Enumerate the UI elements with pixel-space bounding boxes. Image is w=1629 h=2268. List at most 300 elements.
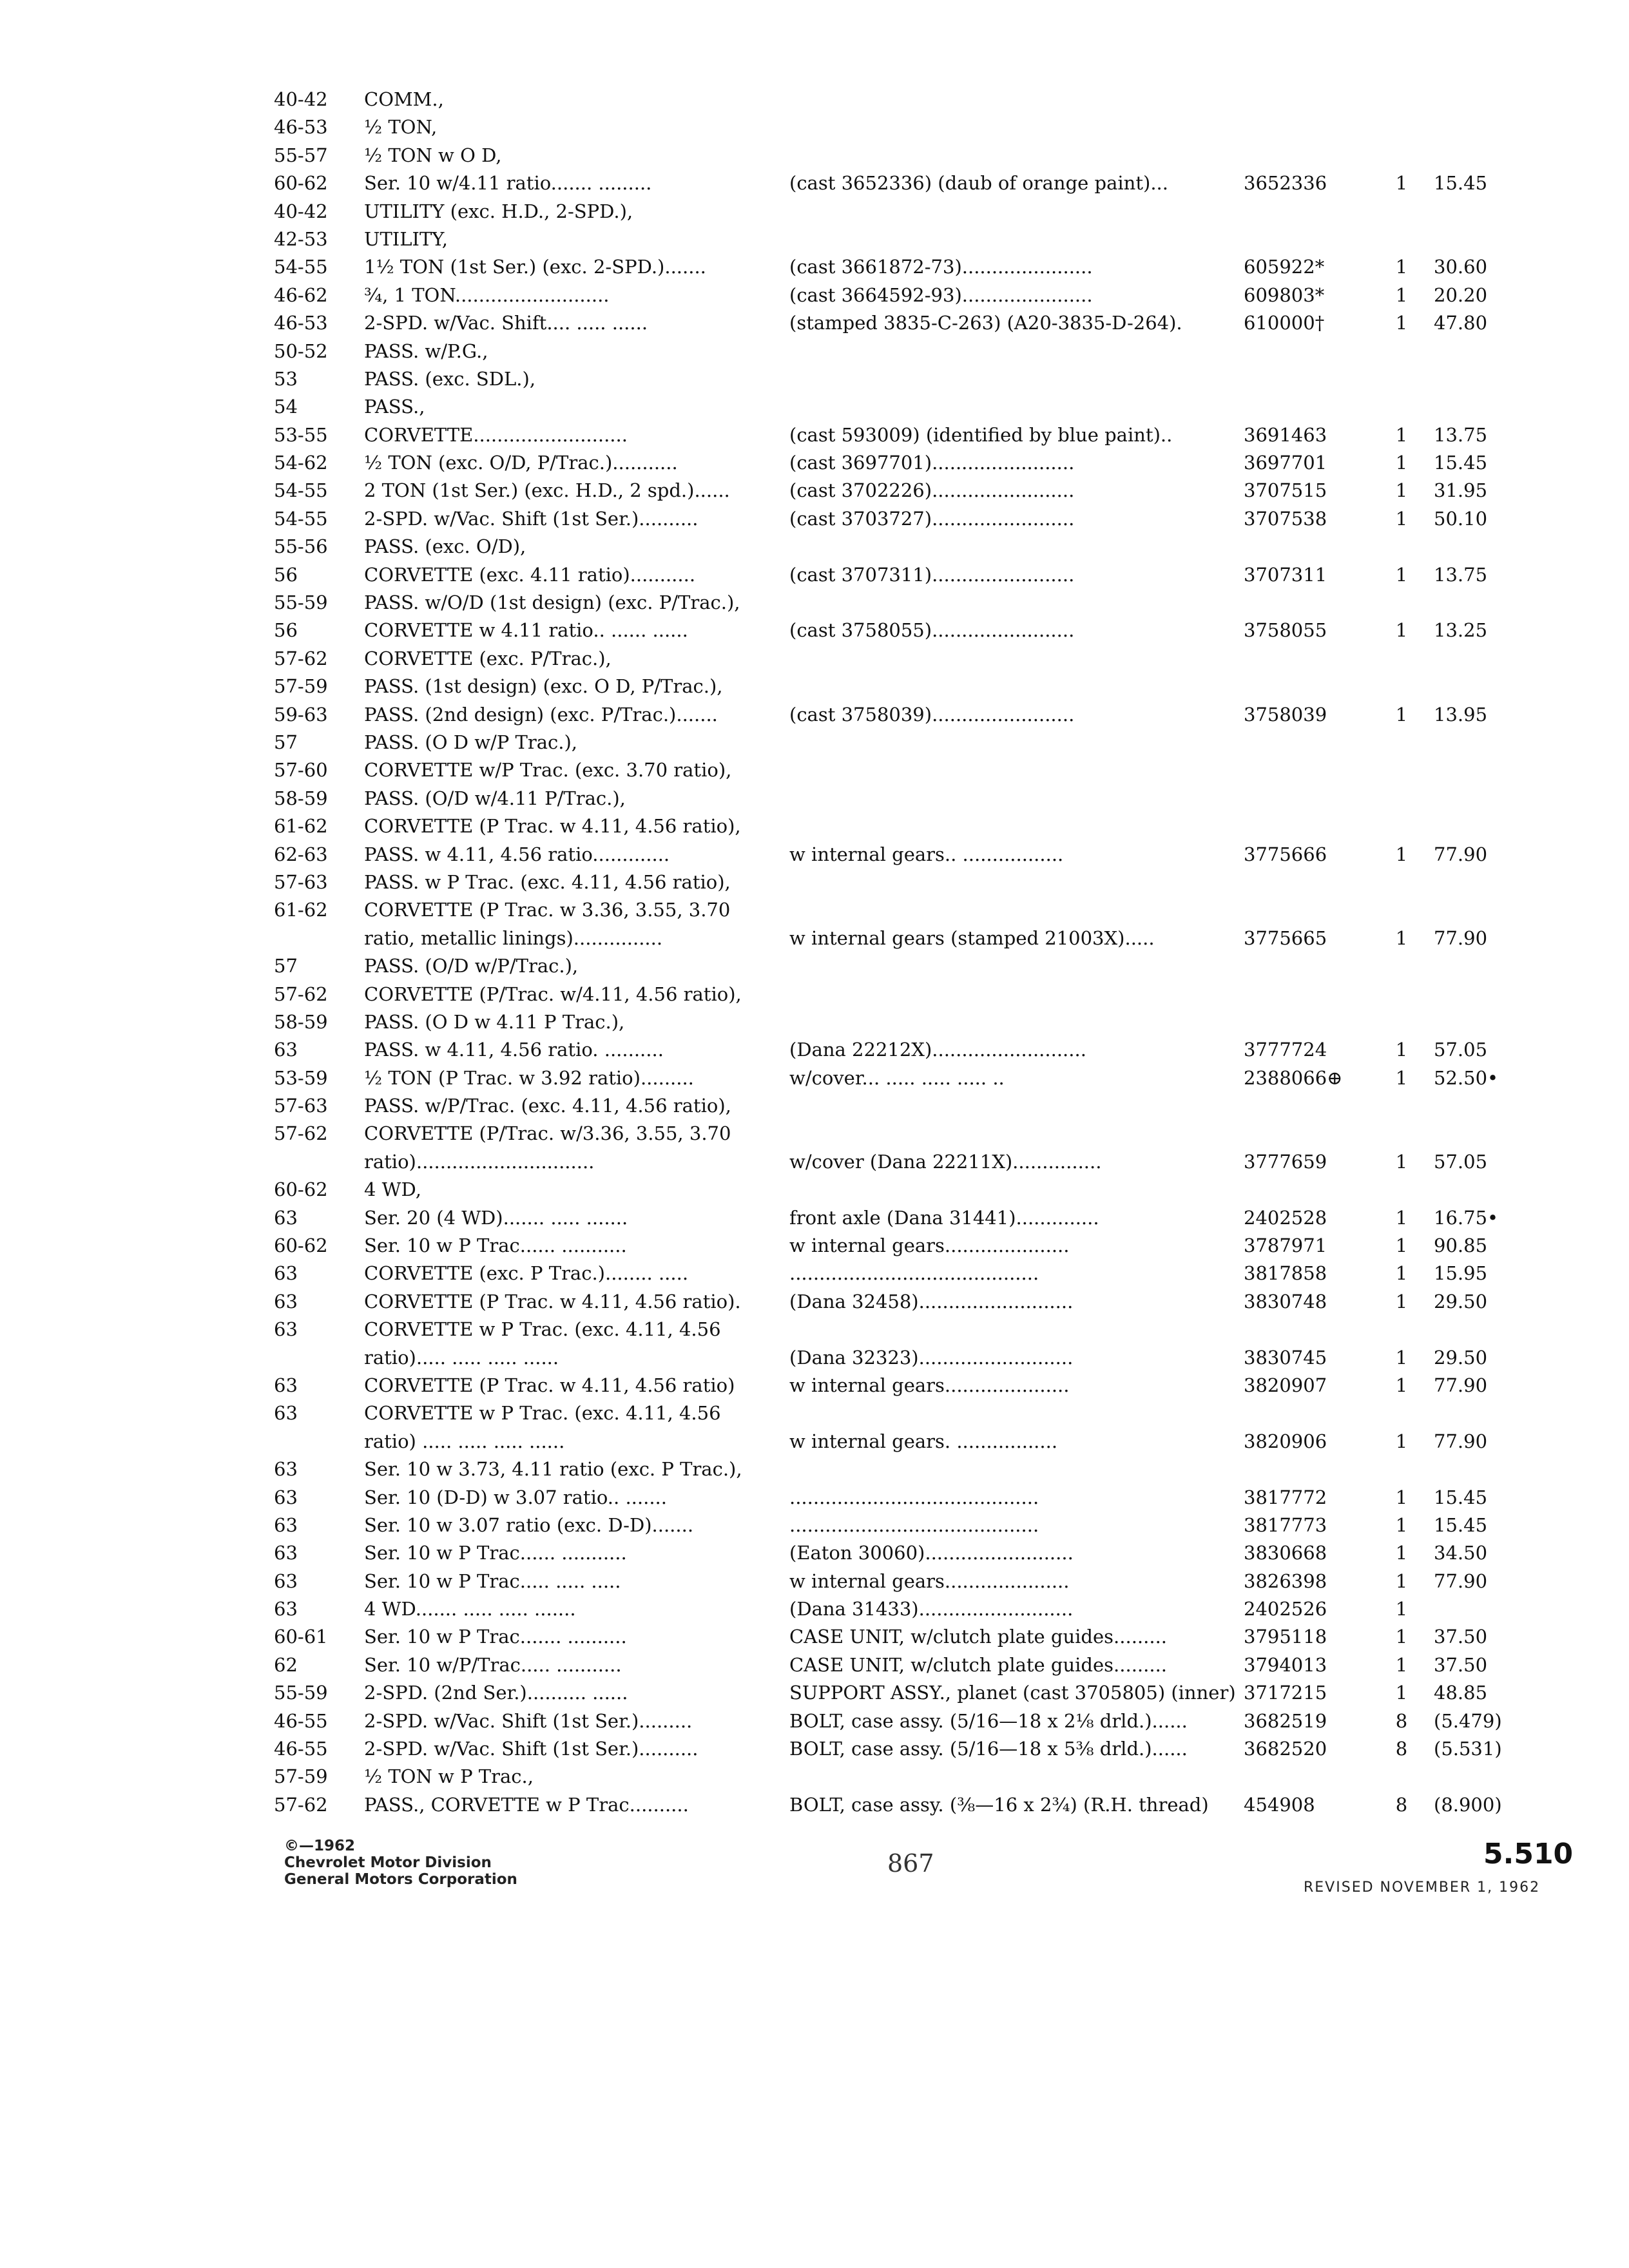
table-row [274,1539,1556,1567]
model-year: 63 [274,1402,298,1425]
model-year: 57 [274,731,298,753]
price: 13.75 [1434,563,1488,586]
model-year: 55-59 [274,1682,328,1704]
table-row [274,1232,1556,1260]
price: 15.95 [1434,1262,1488,1285]
part-number: 610000† [1244,312,1325,334]
model-year: 63 [274,1206,298,1229]
table-row [274,309,1556,337]
table-row [274,729,1556,756]
price: 15.45 [1434,1514,1488,1536]
part-note: w/cover (Dana 22211X)............... [789,1150,1102,1173]
model-description: PASS. w P Trac. (exc. 4.11, 4.56 ratio), [364,870,731,893]
model-year: 60-61 [274,1626,328,1648]
price: 77.90 [1434,927,1488,949]
model-year: 60-62 [274,1178,328,1201]
model-year: 63 [274,1514,298,1536]
model-description: CORVETTE (exc. P Trac.)........ ..... [364,1262,689,1285]
price: 29.50 [1434,1290,1488,1312]
table-row [274,756,1556,784]
part-number: 2388066⊕ [1244,1066,1343,1089]
division-text: Chevrolet Motor Division [284,1854,492,1871]
model-year: 54-55 [274,479,328,502]
table-row [274,561,1556,589]
model-year: 54-62 [274,452,328,474]
table-row [274,925,1556,952]
part-number: 3652336 [1244,172,1327,195]
part-number: 3826398 [1244,1570,1327,1592]
table-row [274,1791,1556,1819]
table-row [274,1707,1556,1735]
part-number: 2402526 [1244,1598,1327,1620]
model-year: 55-59 [274,591,328,614]
table-row [274,673,1556,700]
model-year: 60-62 [274,1235,328,1257]
model-year: 57-59 [274,1765,328,1788]
model-description: CORVETTE.......................... [364,423,628,446]
table-row [274,393,1556,421]
model-year: 53-59 [274,1066,328,1089]
model-description: CORVETTE (P Trac. w 4.11, 4.56 ratio). [364,1290,741,1312]
quantity: 1 [1395,1430,1408,1452]
part-number: 609803* [1244,284,1325,306]
model-year: 63 [274,1458,298,1481]
model-description: ratio) ..... ..... ..... ...... [364,1430,565,1452]
table-row [274,421,1556,449]
table-row [274,142,1556,169]
model-description: 2-SPD. w/Vac. Shift (1st Ser.).......... [364,1738,699,1760]
model-description: PASS. (2nd design) (exc. P/Trac.)....... [364,703,718,726]
quantity: 1 [1395,1653,1408,1676]
quantity: 1 [1395,1206,1408,1229]
quantity: 1 [1395,507,1408,530]
price: 37.50 [1434,1626,1488,1648]
model-description: ½ TON w P Trac., [364,1765,534,1788]
part-note: (cast 3661872-73)...................... [789,256,1093,278]
table-row [274,1176,1556,1204]
model-description: ½ TON, [364,116,438,139]
model-description: Ser. 10 w P Trac..... ..... ..... [364,1570,621,1592]
quantity: 1 [1395,1486,1408,1508]
table-row [274,505,1556,533]
model-year: 57 [274,955,298,977]
model-year: 55-57 [274,144,328,166]
copyright-text: ©—1962 [284,1838,356,1854]
model-year: 58-59 [274,1010,328,1033]
model-year: 42-53 [274,227,328,250]
model-description: 2-SPD. w/Vac. Shift (1st Ser.).......... [364,507,699,530]
model-year: 55-56 [274,535,328,558]
quantity: 1 [1395,1066,1408,1089]
quantity: 1 [1395,1262,1408,1285]
price: (5.531) [1434,1738,1502,1760]
model-year: 46-53 [274,312,328,334]
table-row [274,1679,1556,1707]
price: (5.479) [1434,1709,1502,1732]
model-year: 57-62 [274,1122,328,1145]
part-note: (cast 593009) (identified by blue paint).. [789,423,1173,446]
model-year: 57-62 [274,1793,328,1816]
price: 77.90 [1434,843,1488,865]
table-row [274,282,1556,309]
table-row [274,1512,1556,1539]
table-row [274,1456,1556,1483]
model-description: Ser. 10 w P Trac...... ........... [364,1235,627,1257]
table-row [274,1316,1556,1343]
model-description: 4 WD....... ..... ..... ....... [364,1598,576,1620]
model-year: 54 [274,396,298,418]
price: 13.75 [1434,423,1488,446]
model-year: 57-62 [274,647,328,669]
model-description: PASS. w/P.G., [364,340,488,362]
model-description: 1½ TON (1st Ser.) (exc. 2-SPD.)....... [364,256,706,278]
table-row [274,1260,1556,1287]
table-row [274,253,1556,281]
quantity: 1 [1395,1150,1408,1173]
part-number: 3817773 [1244,1514,1327,1536]
model-year: 63 [274,1374,298,1396]
table-row [274,1595,1556,1623]
model-description: Ser. 10 (D-D) w 3.07 ratio.. ....... [364,1486,667,1508]
part-number: 3775665 [1244,927,1327,949]
model-description: PASS. w/O/D (1st design) (exc. P/Trac.), [364,591,740,614]
quantity: 1 [1395,172,1408,195]
model-description: Ser. 10 w 3.73, 4.11 ratio (exc. P Trac.), [364,1458,742,1481]
price: 50.10 [1434,507,1488,530]
quantity: 1 [1395,563,1408,586]
part-number: 3682519 [1244,1709,1327,1732]
table-row [274,338,1556,365]
part-note: (cast 3702226)........................ [789,479,1075,502]
model-description: PASS. (exc. SDL.), [364,367,536,390]
model-description: PASS., [364,396,425,418]
part-number: 3758055 [1244,619,1327,642]
part-note: w internal gears (stamped 21003X)..... [789,927,1155,949]
part-number: 3830668 [1244,1542,1327,1564]
model-description: ¾, 1 TON.......................... [364,284,610,306]
model-year: 63 [274,1570,298,1592]
model-description: CORVETTE (P/Trac. w/4.11, 4.56 ratio), [364,983,742,1005]
price: 13.95 [1434,703,1488,726]
quantity: 1 [1395,1039,1408,1061]
quantity: 8 [1395,1709,1408,1732]
table-row [274,365,1556,393]
quantity: 1 [1395,1514,1408,1536]
model-description: Ser. 20 (4 WD)....... ..... ....... [364,1206,628,1229]
model-description: CORVETTE w P Trac. (exc. 4.11, 4.56 [364,1402,721,1425]
table-row [274,981,1556,1008]
part-number: 3794013 [1244,1653,1327,1676]
model-description: PASS. (1st design) (exc. O D, P/Trac.), [364,675,723,698]
table-row [274,1623,1556,1651]
price: 20.20 [1434,284,1488,306]
model-description: UTILITY (exc. H.D., 2-SPD.), [364,200,633,222]
part-number: 3775666 [1244,843,1327,865]
part-number: 3758039 [1244,703,1327,726]
quantity: 1 [1395,1290,1408,1312]
part-number: 3820906 [1244,1430,1327,1452]
quantity: 1 [1395,1542,1408,1564]
quantity: 1 [1395,843,1408,865]
part-number: 3830748 [1244,1290,1327,1312]
part-number: 3795118 [1244,1626,1327,1648]
model-year: 58-59 [274,787,328,809]
model-year: 57-62 [274,983,328,1005]
part-number: 3697701 [1244,452,1327,474]
table-row [274,1008,1556,1036]
model-description: PASS. w 4.11, 4.56 ratio. .......... [364,1039,664,1061]
model-year: 62-63 [274,843,328,865]
table-row [274,1204,1556,1232]
table-row [274,589,1556,617]
model-description: 2 TON (1st Ser.) (exc. H.D., 2 spd.)...... [364,479,730,502]
part-number: 3707538 [1244,507,1327,530]
model-description: 2-SPD. (2nd Ser.).......... ...... [364,1682,628,1704]
part-number: 2402528 [1244,1206,1327,1229]
model-year: 63 [274,1486,298,1508]
price: 15.45 [1434,452,1488,474]
table-row [274,1288,1556,1316]
table-row [274,812,1556,840]
part-note: front axle (Dana 31441).............. [789,1206,1099,1229]
table-row [274,198,1556,226]
model-year: 59-63 [274,703,328,726]
model-description: ½ TON (exc. O/D, P/Trac.)........... [364,452,678,474]
table-row [274,1651,1556,1679]
model-year: 46-55 [274,1738,328,1760]
table-row [274,645,1556,673]
model-description: PASS. w/P/Trac. (exc. 4.11, 4.56 ratio), [364,1095,731,1117]
part-note: (cast 3703727)........................ [789,507,1075,530]
part-note: (Dana 32323).......................... [789,1346,1074,1369]
table-row [274,1568,1556,1595]
model-year: 56 [274,563,298,586]
part-note: .......................................... [789,1514,1039,1536]
model-description: PASS. (O/D w/4.11 P/Trac.), [364,787,626,809]
part-note: w internal gears..................... [789,1570,1070,1592]
page-number: 867 [887,1849,934,1878]
model-year: 57-63 [274,870,328,893]
model-year: 54-55 [274,507,328,530]
model-year: 46-62 [274,284,328,306]
price: 90.85 [1434,1235,1488,1257]
table-row [274,113,1556,141]
part-note: BOLT, case assy. (5/16—18 x 2⅛ drld.)...... [789,1709,1188,1732]
model-description: CORVETTE (exc. P/Trac.), [364,647,612,669]
model-year: 60-62 [274,172,328,195]
model-description: CORVETTE (exc. 4.11 ratio)........... [364,563,696,586]
quantity: 8 [1395,1738,1408,1760]
model-year: 63 [274,1542,298,1564]
quantity: 1 [1395,1682,1408,1704]
part-number: 3777659 [1244,1150,1327,1173]
model-description: CORVETTE (P Trac. w 4.11, 4.56 ratio), [364,815,741,838]
model-year: 40-42 [274,88,328,110]
table-row [274,1399,1556,1427]
model-year: 40-42 [274,200,328,222]
part-number: 3777724 [1244,1039,1327,1061]
part-note: BOLT, case assy. (5/16—18 x 5⅜ drld.)...... [789,1738,1188,1760]
model-description: CORVETTE w P Trac. (exc. 4.11, 4.56 [364,1318,721,1341]
price: 31.95 [1434,479,1488,502]
price: 57.05 [1434,1039,1488,1061]
quantity: 8 [1395,1793,1408,1816]
price: 77.90 [1434,1374,1488,1396]
table-row [274,952,1556,980]
table-row [274,785,1556,812]
model-description: CORVETTE w 4.11 ratio.. ...... ...... [364,619,688,642]
model-year: 63 [274,1262,298,1285]
quantity: 1 [1395,256,1408,278]
price: 16.75• [1434,1206,1499,1229]
table-row [274,226,1556,253]
quantity: 1 [1395,1570,1408,1592]
model-year: 63 [274,1039,298,1061]
quantity: 1 [1395,284,1408,306]
part-number: 3830745 [1244,1346,1327,1369]
model-year: 62 [274,1653,298,1676]
model-year: 53-55 [274,423,328,446]
price: 15.45 [1434,1486,1488,1508]
quantity: 1 [1395,619,1408,642]
part-note: (Dana 31433).......................... [789,1598,1074,1620]
table-row [274,1735,1556,1763]
price: 13.25 [1434,619,1488,642]
table-row [274,1148,1556,1176]
price: 57.05 [1434,1150,1488,1173]
part-number: 3820907 [1244,1374,1327,1396]
quantity: 1 [1395,1626,1408,1648]
table-row [274,1092,1556,1120]
model-description: ratio, metallic linings)............... [364,927,663,949]
part-number: 3707515 [1244,479,1327,502]
table-row [274,1064,1556,1092]
price: 48.85 [1434,1682,1488,1704]
quantity: 1 [1395,479,1408,502]
price: 15.45 [1434,172,1488,195]
table-row [274,477,1556,505]
section-number: 5.510 [1483,1838,1574,1870]
model-year: 50-52 [274,340,328,362]
model-year: 57-59 [274,675,328,698]
model-description: CORVETTE (P Trac. w 3.36, 3.55, 3.70 [364,899,731,921]
model-year: 53 [274,367,298,390]
model-description: COMM., [364,88,444,110]
part-number: 3707311 [1244,563,1327,586]
model-description: UTILITY, [364,227,448,250]
table-row [274,1120,1556,1148]
part-note: (cast 3707311)........................ [789,563,1075,586]
model-description: PASS. (O D w 4.11 P Trac.), [364,1010,625,1033]
part-note: w internal gears. ................. [789,1430,1058,1452]
model-description: PASS., CORVETTE w P Trac.......... [364,1793,689,1816]
part-number: 454908 [1244,1793,1315,1816]
parts-table [274,86,1556,1819]
publisher-block [284,1838,517,1888]
model-year: 57-60 [274,759,328,782]
model-description: PASS. (exc. O/D), [364,535,526,558]
model-description: ratio).............................. [364,1150,595,1173]
model-description: PASS. (O D w/P Trac.), [364,731,578,753]
part-note: (cast 3758039)........................ [789,703,1075,726]
table-row [274,1428,1556,1456]
part-number: 605922* [1244,256,1325,278]
table-row [274,1763,1556,1791]
quantity: 1 [1395,1598,1408,1620]
quantity: 1 [1395,312,1408,334]
table-row [274,86,1556,113]
model-year: 57-63 [274,1095,328,1117]
price: 77.90 [1434,1570,1488,1592]
table-row [274,533,1556,561]
model-description: ½ TON (P Trac. w 3.92 ratio)......... [364,1066,694,1089]
model-description: CORVETTE w/P Trac. (exc. 3.70 ratio), [364,759,732,782]
model-description: 2-SPD. w/Vac. Shift (1st Ser.)......... [364,1709,693,1732]
corporation-text: General Motors Corporation [284,1871,517,1888]
price: 47.80 [1434,312,1488,334]
part-number: 3787971 [1244,1235,1327,1257]
model-description: Ser. 10 w P Trac....... .......... [364,1626,627,1648]
table-row [274,617,1556,644]
part-note: (cast 3758055)........................ [789,619,1075,642]
part-number: 3817858 [1244,1262,1327,1285]
model-description: CORVETTE (P Trac. w 4.11, 4.56 ratio) [364,1374,735,1396]
quantity: 1 [1395,452,1408,474]
part-note: SUPPORT ASSY., planet (cast 3705805) (inner) [789,1682,1236,1704]
price: 30.60 [1434,256,1488,278]
part-number: 3817772 [1244,1486,1327,1508]
part-note: (stamped 3835-C-263) (A20-3835-D-264). [789,312,1182,334]
part-note: w internal gears..................... [789,1235,1070,1257]
part-note: CASE UNIT, w/clutch plate guides......... [789,1653,1168,1676]
price: 77.90 [1434,1430,1488,1452]
table-row [274,1344,1556,1372]
model-description: ½ TON w O D, [364,144,502,166]
part-note: w internal gears.. ................. [789,843,1064,865]
price: (8.900) [1434,1793,1502,1816]
part-note: .......................................... [789,1262,1039,1285]
table-row [274,1372,1556,1399]
part-note: (Dana 22212X).......................... [789,1039,1086,1061]
table-row [274,1484,1556,1512]
part-note: w/cover... ..... ..... ..... .. [789,1066,1005,1089]
table-row [274,701,1556,729]
part-note: (cast 3697701)........................ [789,452,1075,474]
quantity: 1 [1395,423,1408,446]
price: 34.50 [1434,1542,1488,1564]
model-description: Ser. 10 w P Trac...... ........... [364,1542,627,1564]
model-description: Ser. 10 w/4.11 ratio....... ......... [364,172,652,195]
table-row [274,449,1556,477]
model-year: 61-62 [274,899,328,921]
table-row [274,869,1556,896]
part-note: BOLT, case assy. (⅜—16 x 2¾) (R.H. thread) [789,1793,1209,1816]
model-year: 56 [274,619,298,642]
model-description: PASS. (O/D w/P/Trac.), [364,955,579,977]
model-description: Ser. 10 w/P/Trac..... ........... [364,1653,622,1676]
price: 37.50 [1434,1653,1488,1676]
table-row [274,169,1556,197]
part-note: .......................................... [789,1486,1039,1508]
quantity: 1 [1395,1235,1408,1257]
part-note: w internal gears..................... [789,1374,1070,1396]
model-description: Ser. 10 w 3.07 ratio (exc. D-D)....... [364,1514,694,1536]
part-number: 3682520 [1244,1738,1327,1760]
model-year: 46-55 [274,1709,328,1732]
price: 29.50 [1434,1346,1488,1369]
model-year: 63 [274,1318,298,1341]
model-description: ratio)..... ..... ..... ...... [364,1346,559,1369]
